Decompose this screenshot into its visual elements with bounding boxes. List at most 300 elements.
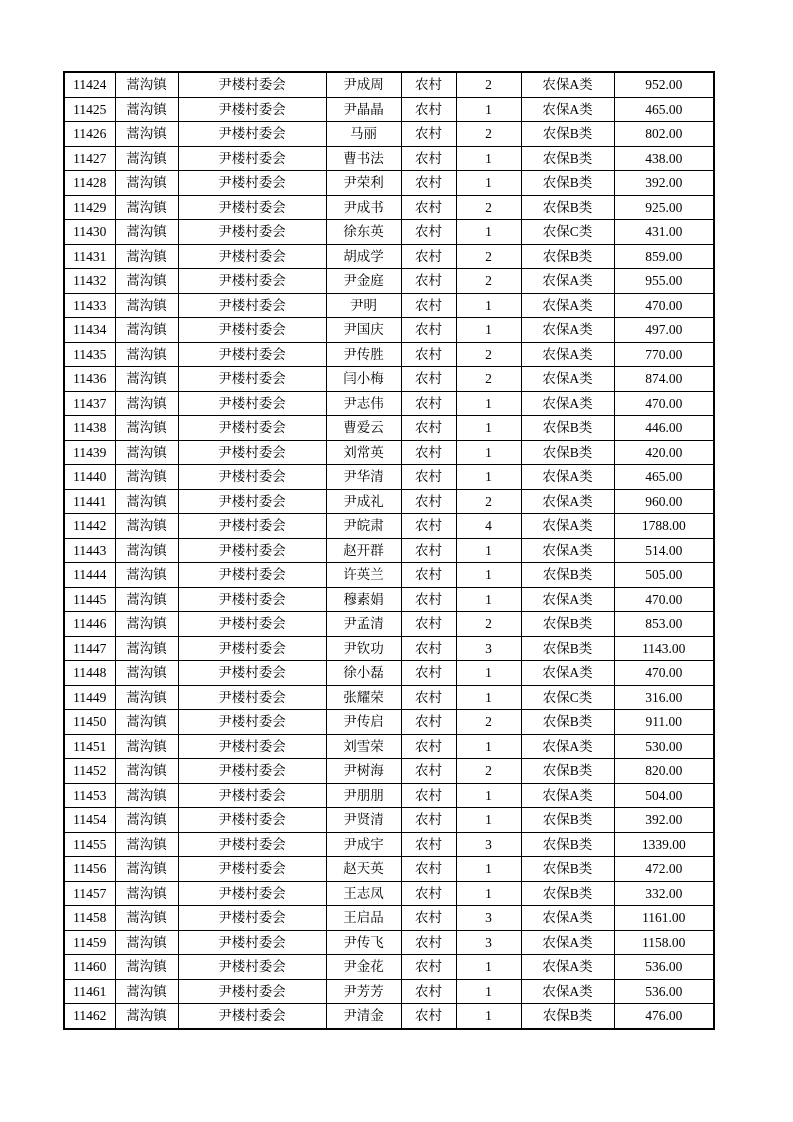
- town: 蒿沟镇: [115, 391, 178, 416]
- record-id: 11460: [64, 955, 115, 980]
- amount: 465.00: [614, 465, 714, 490]
- table-row: [64, 465, 714, 490]
- record-id: 11459: [64, 930, 115, 955]
- table-row: [64, 97, 714, 122]
- insurance-category: 农保B类: [521, 808, 614, 833]
- town: 蒿沟镇: [115, 514, 178, 539]
- amount: 392.00: [614, 808, 714, 833]
- insurance-category: 农保B类: [521, 416, 614, 441]
- person-name: 尹荣利: [326, 171, 401, 196]
- amount: 1339.00: [614, 832, 714, 857]
- person-name: 曹爱云: [326, 416, 401, 441]
- record-id: 11462: [64, 1004, 115, 1029]
- village-committee: 尹楼村委会: [178, 269, 326, 294]
- person-name: 徐小磊: [326, 661, 401, 686]
- village-committee: 尹楼村委会: [178, 465, 326, 490]
- town: 蒿沟镇: [115, 489, 178, 514]
- person-count: 1: [456, 563, 521, 588]
- person-count: 1: [456, 587, 521, 612]
- insurance-category: 农保B类: [521, 710, 614, 735]
- record-id: 11426: [64, 122, 115, 147]
- amount: 505.00: [614, 563, 714, 588]
- insurance-category: 农保B类: [521, 832, 614, 857]
- person-count: 2: [456, 72, 521, 97]
- residence-type: 农村: [401, 195, 456, 220]
- record-id: 11447: [64, 636, 115, 661]
- table-row: [64, 979, 714, 1004]
- village-committee: 尹楼村委会: [178, 783, 326, 808]
- amount: 470.00: [614, 391, 714, 416]
- village-committee: 尹楼村委会: [178, 710, 326, 735]
- record-id: 11433: [64, 293, 115, 318]
- residence-type: 农村: [401, 416, 456, 441]
- person-count: 2: [456, 489, 521, 514]
- town: 蒿沟镇: [115, 587, 178, 612]
- town: 蒿沟镇: [115, 906, 178, 931]
- table-row: [64, 342, 714, 367]
- amount: 859.00: [614, 244, 714, 269]
- amount: 925.00: [614, 195, 714, 220]
- village-committee: 尹楼村委会: [178, 195, 326, 220]
- person-name: 尹钦功: [326, 636, 401, 661]
- insurance-category: 农保A类: [521, 489, 614, 514]
- town: 蒿沟镇: [115, 97, 178, 122]
- residence-type: 农村: [401, 244, 456, 269]
- town: 蒿沟镇: [115, 661, 178, 686]
- person-name: 尹传启: [326, 710, 401, 735]
- table-row: [64, 710, 714, 735]
- amount: 392.00: [614, 171, 714, 196]
- town: 蒿沟镇: [115, 783, 178, 808]
- record-id: 11440: [64, 465, 115, 490]
- village-committee: 尹楼村委会: [178, 979, 326, 1004]
- person-name: 王启品: [326, 906, 401, 931]
- insurance-category: 农保A类: [521, 72, 614, 97]
- amount: 1788.00: [614, 514, 714, 539]
- insurance-category: 农保B类: [521, 636, 614, 661]
- record-id: 11437: [64, 391, 115, 416]
- village-committee: 尹楼村委会: [178, 122, 326, 147]
- person-name: 尹芳芳: [326, 979, 401, 1004]
- amount: 1161.00: [614, 906, 714, 931]
- town: 蒿沟镇: [115, 440, 178, 465]
- record-id: 11432: [64, 269, 115, 294]
- residence-type: 农村: [401, 685, 456, 710]
- village-committee: 尹楼村委会: [178, 220, 326, 245]
- village-committee: 尹楼村委会: [178, 489, 326, 514]
- village-committee: 尹楼村委会: [178, 72, 326, 97]
- table-row: [64, 783, 714, 808]
- village-committee: 尹楼村委会: [178, 563, 326, 588]
- table-row: [64, 244, 714, 269]
- town: 蒿沟镇: [115, 342, 178, 367]
- person-count: 1: [456, 734, 521, 759]
- table-row: [64, 808, 714, 833]
- amount: 802.00: [614, 122, 714, 147]
- person-count: 1: [456, 661, 521, 686]
- residence-type: 农村: [401, 293, 456, 318]
- table-row: [64, 661, 714, 686]
- record-id: 11453: [64, 783, 115, 808]
- person-count: 2: [456, 269, 521, 294]
- village-committee: 尹楼村委会: [178, 440, 326, 465]
- village-committee: 尹楼村委会: [178, 759, 326, 784]
- amount: 1143.00: [614, 636, 714, 661]
- village-committee: 尹楼村委会: [178, 391, 326, 416]
- person-name: 刘常英: [326, 440, 401, 465]
- residence-type: 农村: [401, 122, 456, 147]
- residence-type: 农村: [401, 881, 456, 906]
- record-id: 11438: [64, 416, 115, 441]
- insurance-category: 农保A类: [521, 587, 614, 612]
- village-committee: 尹楼村委会: [178, 171, 326, 196]
- person-name: 尹国庆: [326, 318, 401, 343]
- record-id: 11455: [64, 832, 115, 857]
- town: 蒿沟镇: [115, 122, 178, 147]
- insurance-category: 农保B类: [521, 171, 614, 196]
- residence-type: 农村: [401, 1004, 456, 1029]
- person-count: 2: [456, 612, 521, 637]
- insurance-category: 农保B类: [521, 759, 614, 784]
- person-name: 尹志伟: [326, 391, 401, 416]
- village-committee: 尹楼村委会: [178, 636, 326, 661]
- town: 蒿沟镇: [115, 269, 178, 294]
- person-count: 1: [456, 783, 521, 808]
- residence-type: 农村: [401, 930, 456, 955]
- village-committee: 尹楼村委会: [178, 661, 326, 686]
- residence-type: 农村: [401, 440, 456, 465]
- person-name: 尹贤清: [326, 808, 401, 833]
- person-name: 尹树海: [326, 759, 401, 784]
- insurance-category: 农保A类: [521, 367, 614, 392]
- person-count: 2: [456, 244, 521, 269]
- record-id: 11449: [64, 685, 115, 710]
- record-id: 11439: [64, 440, 115, 465]
- town: 蒿沟镇: [115, 881, 178, 906]
- record-id: 11443: [64, 538, 115, 563]
- table-row: [64, 293, 714, 318]
- insurance-category: 农保A类: [521, 783, 614, 808]
- record-id: 11429: [64, 195, 115, 220]
- table-row: [64, 391, 714, 416]
- town: 蒿沟镇: [115, 171, 178, 196]
- record-id: 11441: [64, 489, 115, 514]
- town: 蒿沟镇: [115, 146, 178, 171]
- amount: 470.00: [614, 293, 714, 318]
- record-id: 11457: [64, 881, 115, 906]
- town: 蒿沟镇: [115, 538, 178, 563]
- residence-type: 农村: [401, 906, 456, 931]
- residence-type: 农村: [401, 612, 456, 637]
- residence-type: 农村: [401, 808, 456, 833]
- village-committee: 尹楼村委会: [178, 367, 326, 392]
- insurance-category: 农保A类: [521, 342, 614, 367]
- record-id: 11458: [64, 906, 115, 931]
- residence-type: 农村: [401, 514, 456, 539]
- village-committee: 尹楼村委会: [178, 318, 326, 343]
- person-name: 尹孟清: [326, 612, 401, 637]
- insurance-category: 农保C类: [521, 685, 614, 710]
- person-name: 尹金庭: [326, 269, 401, 294]
- table-row: [64, 122, 714, 147]
- village-committee: 尹楼村委会: [178, 832, 326, 857]
- person-count: 1: [456, 171, 521, 196]
- records-table: [63, 71, 715, 1030]
- person-count: 2: [456, 122, 521, 147]
- person-name: 尹传胜: [326, 342, 401, 367]
- town: 蒿沟镇: [115, 318, 178, 343]
- insurance-category: 农保A类: [521, 538, 614, 563]
- person-name: 尹皖肃: [326, 514, 401, 539]
- table-row: [64, 832, 714, 857]
- insurance-category: 农保B类: [521, 195, 614, 220]
- town: 蒿沟镇: [115, 72, 178, 97]
- amount: 332.00: [614, 881, 714, 906]
- person-name: 许英兰: [326, 563, 401, 588]
- record-id: 11436: [64, 367, 115, 392]
- residence-type: 农村: [401, 489, 456, 514]
- town: 蒿沟镇: [115, 1004, 178, 1029]
- person-count: 2: [456, 367, 521, 392]
- person-name: 穆素娟: [326, 587, 401, 612]
- town: 蒿沟镇: [115, 832, 178, 857]
- insurance-category: 农保A类: [521, 734, 614, 759]
- person-name: 马丽: [326, 122, 401, 147]
- village-committee: 尹楼村委会: [178, 342, 326, 367]
- residence-type: 农村: [401, 783, 456, 808]
- person-count: 3: [456, 906, 521, 931]
- residence-type: 农村: [401, 759, 456, 784]
- person-count: 2: [456, 195, 521, 220]
- amount: 472.00: [614, 857, 714, 882]
- amount: 465.00: [614, 97, 714, 122]
- insurance-category: 农保A类: [521, 318, 614, 343]
- person-name: 尹晶晶: [326, 97, 401, 122]
- table-row: [64, 195, 714, 220]
- record-id: 11450: [64, 710, 115, 735]
- village-committee: 尹楼村委会: [178, 146, 326, 171]
- table-row: [64, 612, 714, 637]
- person-name: 尹华清: [326, 465, 401, 490]
- person-name: 刘雪荣: [326, 734, 401, 759]
- table-row: [64, 171, 714, 196]
- amount: 770.00: [614, 342, 714, 367]
- amount: 820.00: [614, 759, 714, 784]
- town: 蒿沟镇: [115, 857, 178, 882]
- town: 蒿沟镇: [115, 612, 178, 637]
- town: 蒿沟镇: [115, 979, 178, 1004]
- insurance-category: 农保A类: [521, 661, 614, 686]
- residence-type: 农村: [401, 661, 456, 686]
- town: 蒿沟镇: [115, 734, 178, 759]
- insurance-category: 农保A类: [521, 930, 614, 955]
- table-row: [64, 514, 714, 539]
- town: 蒿沟镇: [115, 955, 178, 980]
- person-name: 张耀荣: [326, 685, 401, 710]
- residence-type: 农村: [401, 636, 456, 661]
- record-id: 11430: [64, 220, 115, 245]
- town: 蒿沟镇: [115, 759, 178, 784]
- town: 蒿沟镇: [115, 636, 178, 661]
- amount: 960.00: [614, 489, 714, 514]
- amount: 514.00: [614, 538, 714, 563]
- person-count: 1: [456, 293, 521, 318]
- amount: 470.00: [614, 661, 714, 686]
- person-name: 尹清金: [326, 1004, 401, 1029]
- village-committee: 尹楼村委会: [178, 955, 326, 980]
- record-id: 11431: [64, 244, 115, 269]
- amount: 504.00: [614, 783, 714, 808]
- town: 蒿沟镇: [115, 367, 178, 392]
- table-row: [64, 489, 714, 514]
- village-committee: 尹楼村委会: [178, 906, 326, 931]
- residence-type: 农村: [401, 391, 456, 416]
- village-committee: 尹楼村委会: [178, 930, 326, 955]
- residence-type: 农村: [401, 97, 456, 122]
- amount: 911.00: [614, 710, 714, 735]
- insurance-category: 农保A类: [521, 955, 614, 980]
- person-name: 赵天英: [326, 857, 401, 882]
- record-id: 11444: [64, 563, 115, 588]
- insurance-category: 农保B类: [521, 857, 614, 882]
- village-committee: 尹楼村委会: [178, 97, 326, 122]
- insurance-category: 农保B类: [521, 1004, 614, 1029]
- town: 蒿沟镇: [115, 930, 178, 955]
- person-count: 1: [456, 538, 521, 563]
- village-committee: 尹楼村委会: [178, 1004, 326, 1029]
- insurance-category: 农保A类: [521, 979, 614, 1004]
- amount: 497.00: [614, 318, 714, 343]
- person-count: 1: [456, 465, 521, 490]
- insurance-category: 农保A类: [521, 97, 614, 122]
- village-committee: 尹楼村委会: [178, 881, 326, 906]
- table-row: [64, 906, 714, 931]
- insurance-category: 农保A类: [521, 465, 614, 490]
- person-count: 1: [456, 685, 521, 710]
- amount: 446.00: [614, 416, 714, 441]
- amount: 530.00: [614, 734, 714, 759]
- residence-type: 农村: [401, 538, 456, 563]
- person-name: 曹书法: [326, 146, 401, 171]
- residence-type: 农村: [401, 979, 456, 1004]
- record-id: 11435: [64, 342, 115, 367]
- amount: 476.00: [614, 1004, 714, 1029]
- table-row: [64, 587, 714, 612]
- village-committee: 尹楼村委会: [178, 416, 326, 441]
- insurance-category: 农保B类: [521, 244, 614, 269]
- town: 蒿沟镇: [115, 465, 178, 490]
- town: 蒿沟镇: [115, 710, 178, 735]
- table-row: [64, 1004, 714, 1029]
- residence-type: 农村: [401, 220, 456, 245]
- person-count: 1: [456, 857, 521, 882]
- amount: 536.00: [614, 955, 714, 980]
- insurance-category: 农保A类: [521, 293, 614, 318]
- table-row: [64, 269, 714, 294]
- person-count: 1: [456, 1004, 521, 1029]
- amount: 955.00: [614, 269, 714, 294]
- person-name: 尹成礼: [326, 489, 401, 514]
- residence-type: 农村: [401, 72, 456, 97]
- amount: 438.00: [614, 146, 714, 171]
- person-count: 1: [456, 881, 521, 906]
- residence-type: 农村: [401, 171, 456, 196]
- table-row: [64, 563, 714, 588]
- table-row: [64, 955, 714, 980]
- village-committee: 尹楼村委会: [178, 293, 326, 318]
- person-name: 尹成书: [326, 195, 401, 220]
- amount: 470.00: [614, 587, 714, 612]
- table-row: [64, 538, 714, 563]
- town: 蒿沟镇: [115, 293, 178, 318]
- amount: 853.00: [614, 612, 714, 637]
- record-id: 11425: [64, 97, 115, 122]
- record-id: 11427: [64, 146, 115, 171]
- table-row: [64, 416, 714, 441]
- person-count: 1: [456, 808, 521, 833]
- town: 蒿沟镇: [115, 220, 178, 245]
- table-row: [64, 759, 714, 784]
- table-row: [64, 146, 714, 171]
- record-id: 11454: [64, 808, 115, 833]
- person-count: 1: [456, 220, 521, 245]
- amount: 420.00: [614, 440, 714, 465]
- town: 蒿沟镇: [115, 195, 178, 220]
- record-id: 11456: [64, 857, 115, 882]
- person-count: 2: [456, 759, 521, 784]
- insurance-category: 农保A类: [521, 269, 614, 294]
- person-count: 2: [456, 342, 521, 367]
- residence-type: 农村: [401, 342, 456, 367]
- person-name: 尹传飞: [326, 930, 401, 955]
- insurance-category: 农保A类: [521, 514, 614, 539]
- village-committee: 尹楼村委会: [178, 514, 326, 539]
- amount: 952.00: [614, 72, 714, 97]
- table-row: [64, 318, 714, 343]
- village-committee: 尹楼村委会: [178, 244, 326, 269]
- record-id: 11461: [64, 979, 115, 1004]
- insurance-category: 农保A类: [521, 906, 614, 931]
- person-count: 2: [456, 710, 521, 735]
- person-count: 3: [456, 832, 521, 857]
- person-name: 闫小梅: [326, 367, 401, 392]
- table-row: [64, 881, 714, 906]
- amount: 1158.00: [614, 930, 714, 955]
- residence-type: 农村: [401, 146, 456, 171]
- insurance-category: 农保B类: [521, 612, 614, 637]
- residence-type: 农村: [401, 955, 456, 980]
- insurance-category: 农保C类: [521, 220, 614, 245]
- person-count: 1: [456, 318, 521, 343]
- table-row: [64, 734, 714, 759]
- residence-type: 农村: [401, 367, 456, 392]
- residence-type: 农村: [401, 318, 456, 343]
- insurance-category: 农保B类: [521, 881, 614, 906]
- insurance-category: 农保B类: [521, 563, 614, 588]
- town: 蒿沟镇: [115, 685, 178, 710]
- person-count: 3: [456, 930, 521, 955]
- residence-type: 农村: [401, 563, 456, 588]
- record-id: 11434: [64, 318, 115, 343]
- person-name: 尹明: [326, 293, 401, 318]
- table-body: [64, 72, 714, 1029]
- record-id: 11428: [64, 171, 115, 196]
- village-committee: 尹楼村委会: [178, 685, 326, 710]
- person-count: 3: [456, 636, 521, 661]
- insurance-category: 农保B类: [521, 146, 614, 171]
- table-row: [64, 857, 714, 882]
- record-id: 11424: [64, 72, 115, 97]
